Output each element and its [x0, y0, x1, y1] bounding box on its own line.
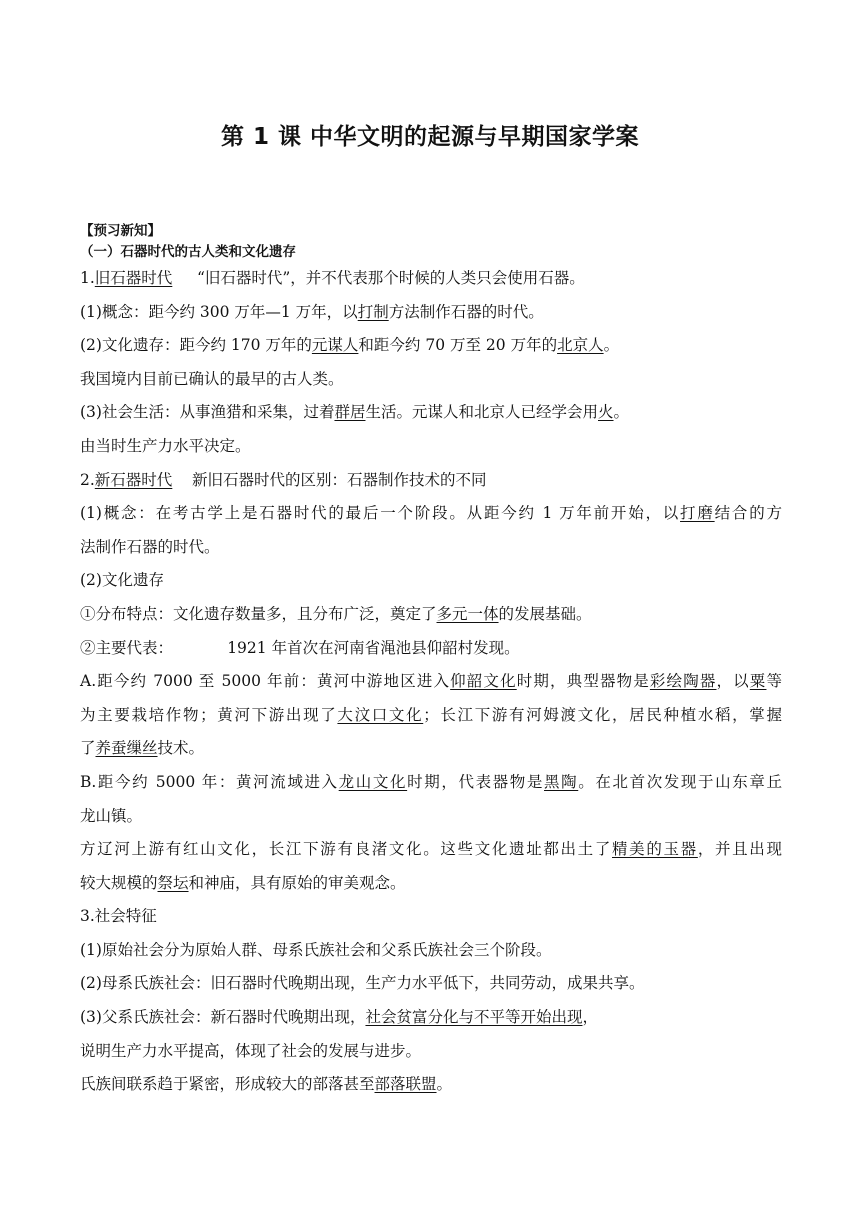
key-term: 仰韶文化 [450, 672, 517, 691]
text-segment: 等 [766, 672, 782, 691]
text-segment: (2)文化遗存 [80, 571, 164, 590]
text-segment: ，并且出现 [697, 840, 782, 859]
document-body [80, 262, 782, 1102]
text-segment: 了 [80, 739, 96, 758]
page-title: 第 1 课 中华文明的起源与早期国家学案 [220, 124, 640, 150]
key-term: 打磨 [680, 504, 715, 523]
text-segment: (1)概念：在考古学上是石器时代的最后一个阶段。从距今约 1 万年前开始，以 [80, 504, 681, 523]
text-segment: “旧石器时代”，并不代表那个时候的人类只会使用石器。 [172, 269, 585, 287]
text-line [80, 934, 782, 968]
text-segment: 1. [80, 269, 95, 287]
subsection-heading: （一）石器时代的古人类和文化遗存 [80, 244, 296, 260]
text-line [80, 1035, 782, 1069]
text-segment: 时期，典型器物是 [516, 672, 650, 691]
key-term: 元谋人 [311, 336, 359, 355]
text-segment: (1)原始社会分为原始人群、母系氏族社会和父系氏族社会三个阶段。 [80, 940, 552, 959]
key-term: 黑陶 [544, 772, 579, 791]
key-term: 火 [598, 403, 614, 422]
text-line [80, 766, 782, 800]
text-segment: 氏族间联系趋于紧密，形成较大的部落甚至 [80, 1075, 375, 1094]
text-segment: 时期，代表器物是 [407, 772, 545, 791]
text-line [80, 732, 782, 766]
text-segment: 生活。元谋人和北京人已经学会用 [365, 403, 598, 422]
text-segment: 的发展基础。 [498, 604, 592, 623]
text-line [80, 598, 782, 632]
text-segment: (1)概念：距今约 300 万年—1 万年，以 [80, 302, 358, 321]
text-line [80, 1001, 782, 1035]
text-segment: 由当时生产力水平决定。 [80, 436, 251, 455]
text-segment: A.距今约 7000 至 5000 年前：黄河中游地区进入 [80, 672, 451, 691]
text-line [80, 531, 782, 565]
text-segment: 法制作石器的时代。 [80, 537, 220, 556]
text-segment: ，以 [716, 672, 750, 691]
text-segment: 2. [80, 470, 95, 489]
text-segment: 新旧石器时代的区别：石器制作技术的不同 [172, 470, 487, 489]
text-segment: 和神庙，具有原始的审美观念。 [188, 873, 406, 892]
text-segment: 方法制作石器的时代。 [388, 302, 544, 321]
text-line [80, 833, 782, 867]
key-term: 群居 [334, 403, 366, 422]
text-segment: ①分布特点：文化遗存数量多，且分布广泛，奠定了 [80, 604, 437, 623]
text-segment: (2)文化遗存：距今约 170 万年的 [80, 336, 312, 355]
text-segment: ；长江下游有河姆渡文化，居民种植水稻，掌握 [423, 705, 782, 724]
key-term: 粟 [749, 672, 767, 691]
text-line [80, 900, 782, 934]
text-line [80, 699, 782, 733]
text-segment: ②主要代表： 1921 年首次在河南省渑池县仰韶村发现。 [80, 638, 520, 657]
text-line [80, 430, 782, 464]
key-term: 养蚕缫丝 [95, 739, 158, 758]
text-segment: 。 [613, 403, 630, 422]
text-segment: 3.社会特征 [80, 907, 157, 926]
text-line [80, 296, 782, 330]
key-term: 新石器时代 [94, 470, 173, 489]
key-term: 多元一体 [436, 604, 499, 623]
text-segment: 较大规模的 [80, 873, 158, 892]
text-segment: 结合的方 [714, 504, 782, 523]
text-line [80, 800, 782, 834]
text-line [80, 867, 782, 901]
text-segment: 我国境内目前已确认的最早的古人类。 [80, 369, 344, 388]
key-term: 社会贫富分化与不平等开始出现 [365, 1008, 583, 1027]
text-segment: 。在北首次发现于山东章丘 [578, 772, 782, 791]
text-line [80, 262, 782, 296]
text-segment: (3)社会生活：从事渔猎和采集，过着 [80, 403, 335, 422]
section-heading: 【预习新知】 [80, 223, 161, 239]
key-term: 旧石器时代 [94, 269, 173, 287]
text-segment: 龙山镇。 [80, 806, 143, 825]
text-line [80, 1068, 782, 1102]
text-line [80, 665, 782, 699]
text-line [80, 363, 782, 397]
key-term: 大汶口文化 [337, 705, 424, 724]
key-term: 精美的玉器 [612, 840, 698, 859]
key-term: 北京人 [557, 336, 604, 355]
text-segment: 和距今约 70 万至 20 万年的 [358, 336, 558, 355]
text-segment: 说明生产力水平提高，体现了社会的发展与进步。 [80, 1041, 422, 1060]
text-segment: B.距今约 5000 年：黄河流域进入 [80, 772, 339, 791]
key-term: 部落联盟 [374, 1075, 437, 1094]
text-segment: 技术。 [157, 739, 205, 758]
text-line [80, 497, 782, 531]
key-term: 彩绘陶器 [649, 672, 717, 691]
text-segment: 方辽河上游有红山文化，长江下游有良渚文化。这些文化遗址都出土了 [80, 840, 613, 859]
text-segment: 。 [436, 1075, 453, 1094]
text-line [80, 464, 782, 498]
text-segment: 。 [603, 336, 620, 355]
text-line [80, 564, 782, 598]
key-term: 祭坛 [157, 873, 189, 892]
text-segment: ， [582, 1008, 598, 1027]
text-line [80, 967, 782, 1001]
text-segment: (2)母系氏族社会：旧石器时代晚期出现，生产力水平低下，共同劳动，成果共享。 [80, 974, 645, 993]
text-segment: (3)父系氏族社会：新石器时代晚期出现， [80, 1008, 366, 1027]
text-line [80, 329, 782, 363]
text-segment: 为主要栽培作物；黄河下游出现了 [80, 705, 338, 724]
text-line [80, 396, 782, 430]
key-term: 打制 [357, 302, 389, 321]
text-line [80, 632, 782, 666]
key-term: 龙山文化 [338, 772, 408, 791]
